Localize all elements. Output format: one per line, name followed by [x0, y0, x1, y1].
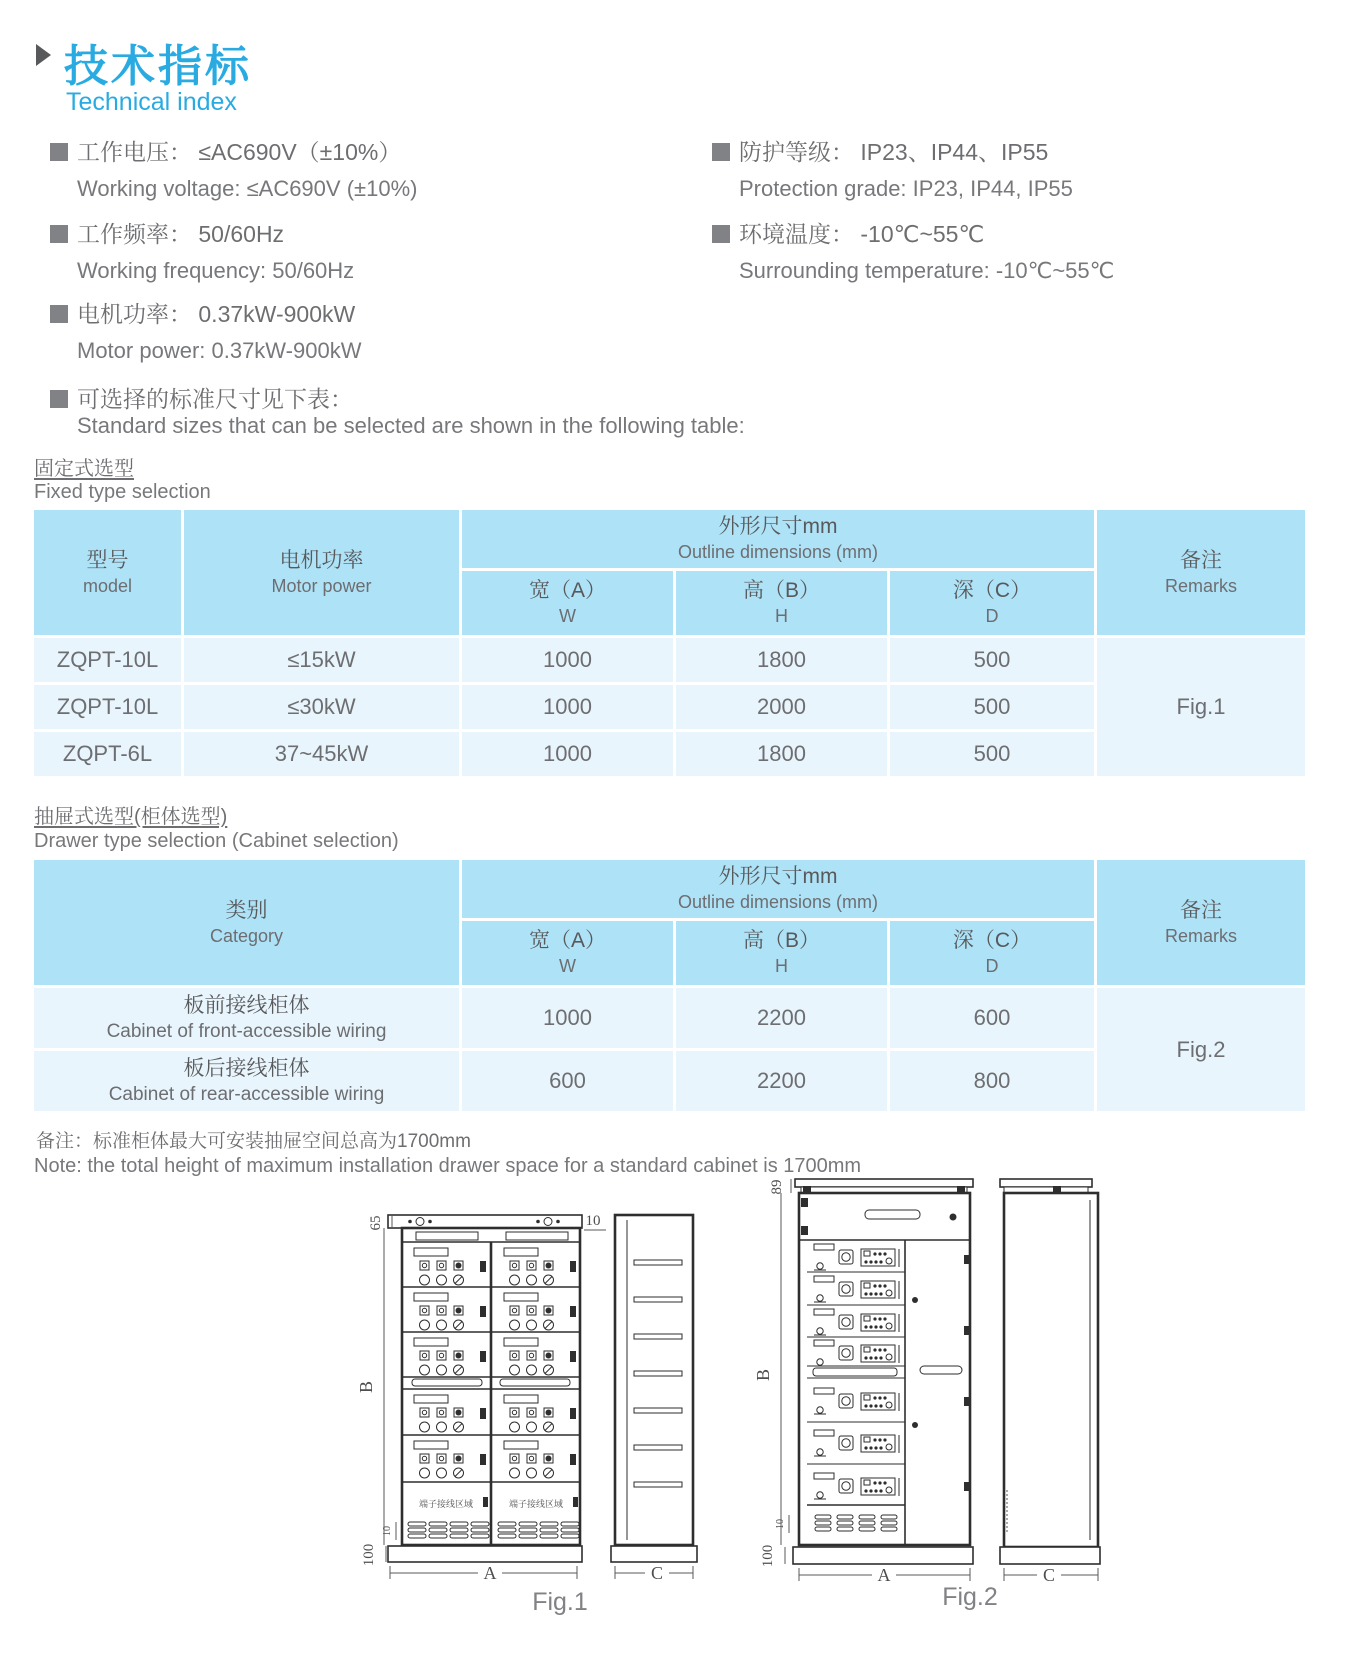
remark-cell: Fig.1: [1097, 638, 1305, 776]
power-cell: 37~45kW: [184, 732, 459, 776]
square-bullet-icon: [712, 225, 730, 243]
fig1-side-view: [611, 1215, 697, 1562]
dim-65-label: 65: [368, 1215, 384, 1231]
dim-A-label: A: [877, 1565, 891, 1585]
col-header-category: 类别 Category: [34, 860, 459, 985]
spec-protection-grade-en: Protection grade: IP23, IP44, IP55: [739, 176, 1073, 201]
spec-working-voltage-en: Working voltage: ≤AC690V (±10%): [77, 176, 418, 201]
height-cell: 2200: [676, 1051, 887, 1111]
spec-surrounding-temperature-zh: 环境温度： -10℃~55℃: [712, 216, 984, 249]
dim-100-label: 100: [361, 1543, 377, 1567]
fig2-caption: Fig.2: [942, 1583, 998, 1611]
width-cell: 1000: [462, 988, 673, 1048]
spec-surrounding-temperature-en: Surrounding temperature: -10℃~55℃: [739, 258, 1115, 283]
dim-100-label: 100: [760, 1544, 776, 1568]
table-row: [34, 638, 1305, 682]
spec-working-frequency-en: Working frequency: 50/60Hz: [77, 258, 355, 283]
footnote-zh: 备注：标准柜体最大可安装抽屉空间总高为1700mm: [36, 1131, 471, 1152]
col-header-remarks: 备注 Remarks: [1097, 860, 1305, 985]
height-cell: 1800: [676, 638, 887, 682]
remark-cell: Fig.2: [1097, 988, 1305, 1111]
table2-title-en: Drawer type selection (Cabinet selection): [34, 830, 399, 852]
model-cell: ZQPT-10L: [34, 685, 181, 729]
depth-cell: 500: [890, 638, 1094, 682]
dim-C-label: C: [650, 1563, 664, 1583]
dim-10-label: 10: [382, 1526, 393, 1536]
fig2-side-view: [1000, 1179, 1100, 1564]
depth-cell: 600: [890, 988, 1094, 1048]
col-header-height: 高（B） H: [676, 921, 887, 985]
dim-10-label: 10: [775, 1519, 786, 1529]
width-cell: 1000: [462, 685, 673, 729]
terminal-area-label: 端子接线区域: [508, 1499, 564, 1509]
col-header-depth: 深（C） D: [890, 921, 1094, 985]
spec-protection-grade-zh: 防护等级： IP23、IP44、IP55: [712, 134, 1048, 167]
width-cell: 1000: [462, 638, 673, 682]
width-cell: 1000: [462, 732, 673, 776]
power-cell: ≤30kW: [184, 685, 459, 729]
fig2-drawing: [715, 1160, 1110, 1640]
fig1-drawing: [340, 1175, 700, 1635]
dim-B-label: B: [356, 1380, 376, 1394]
footnote-en: Note: the total height of maximum installation drawer space for a standard cabinet is 1700mm: [34, 1155, 862, 1177]
fig2-front-view: [793, 1179, 973, 1564]
fig1-caption: Fig.1: [532, 1588, 588, 1616]
table2-title-zh: 抽屉式选型(柜体选型): [34, 806, 228, 828]
height-cell: 2000: [676, 685, 887, 729]
depth-cell: 500: [890, 732, 1094, 776]
spec-working-voltage-zh: 工作电压： ≤AC690V（±10%）: [50, 134, 401, 167]
model-cell: ZQPT-10L: [34, 638, 181, 682]
page-title-en: Technical index: [66, 88, 237, 116]
terminal-area-label: 端子接线区域: [418, 1499, 474, 1509]
square-bullet-icon: [50, 305, 68, 323]
spec-working-frequency-zh: 工作频率： 50/60Hz: [50, 216, 284, 249]
depth-cell: 500: [890, 685, 1094, 729]
col-header-model: 型号 model: [34, 510, 181, 635]
fig1-front-view: [388, 1215, 582, 1562]
model-cell: ZQPT-6L: [34, 732, 181, 776]
col-header-remarks: 备注 Remarks: [1097, 510, 1305, 635]
dim-C-label: C: [1042, 1565, 1056, 1585]
spec-standard-sizes-zh: 可选择的标准尺寸见下表：: [50, 381, 353, 414]
col-header-motor-power: 电机功率 Motor power: [184, 510, 459, 635]
square-bullet-icon: [50, 143, 68, 161]
height-cell: 2200: [676, 988, 887, 1048]
spec-standard-sizes-en: Standard sizes that can be selected are shown in the following table:: [77, 413, 745, 438]
page-title-zh: 技术指标: [64, 42, 252, 91]
dim-89-label: 89: [769, 1179, 785, 1195]
depth-cell: 800: [890, 1051, 1094, 1111]
table1-title-zh: 固定式选型: [34, 458, 134, 480]
spec-motor-power-en: Motor power: 0.37kW-900kW: [77, 338, 362, 363]
dim-10-top-label: 10: [585, 1213, 601, 1229]
col-header-width: 宽（A） W: [462, 571, 673, 635]
col-header-width: 宽（A） W: [462, 921, 673, 985]
section-marker-icon: [36, 44, 51, 66]
dim-A-label: A: [483, 1563, 497, 1583]
power-cell: ≤15kW: [184, 638, 459, 682]
square-bullet-icon: [50, 390, 68, 408]
col-header-depth: 深（C） D: [890, 571, 1094, 635]
spec-motor-power-zh: 电机功率： 0.37kW-900kW: [50, 296, 355, 329]
table1-title-en: Fixed type selection: [34, 481, 211, 503]
fixed-type-selection-table: [31, 507, 1308, 779]
drawer-type-selection-table: [31, 857, 1308, 1114]
square-bullet-icon: [712, 143, 730, 161]
col-header-outline-dimensions: 外形尺寸mm Outline dimensions (mm): [462, 510, 1094, 568]
table-row: [34, 988, 1305, 1048]
category-cell: 板后接线柜体 Cabinet of rear-accessible wiring: [34, 1051, 459, 1111]
width-cell: 600: [462, 1051, 673, 1111]
height-cell: 1800: [676, 732, 887, 776]
dim-B-label: B: [753, 1368, 773, 1382]
category-cell: 板前接线柜体 Cabinet of front-accessible wiring: [34, 988, 459, 1048]
col-header-height: 高（B） H: [676, 571, 887, 635]
square-bullet-icon: [50, 225, 68, 243]
col-header-outline-dimensions: 外形尺寸mm Outline dimensions (mm): [462, 860, 1094, 918]
